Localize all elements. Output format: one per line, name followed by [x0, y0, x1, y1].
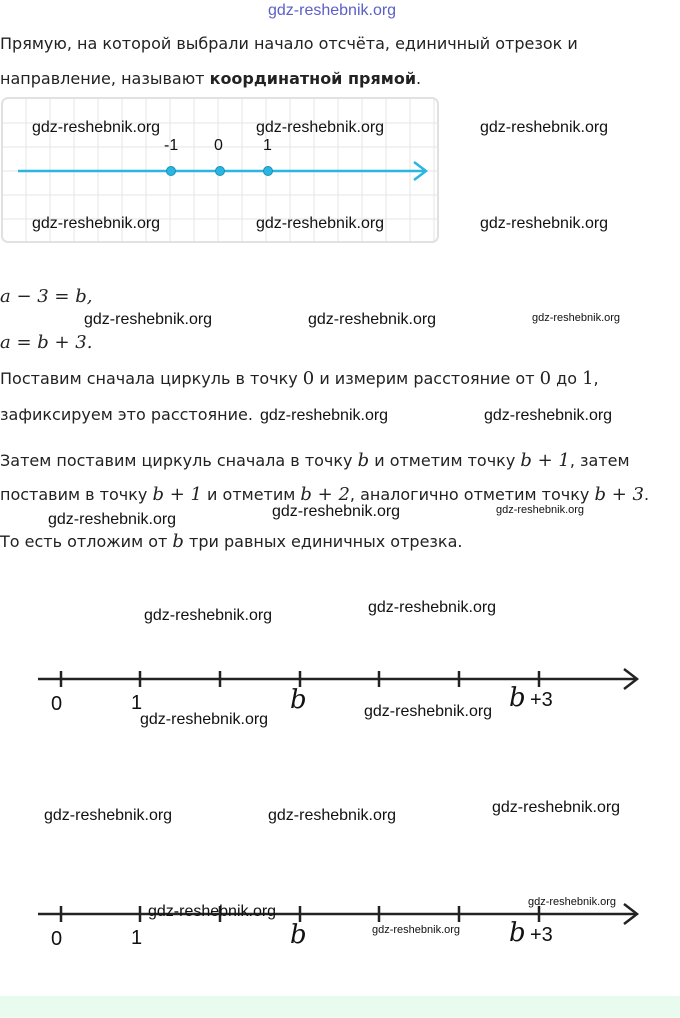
p2-b-plus-1-b: b + 1	[152, 484, 202, 505]
label-zero: 0	[51, 693, 63, 715]
point-one	[264, 167, 273, 176]
watermark: gdz-reshebnik.org	[148, 903, 277, 920]
p2-b-plus-3: b + 3	[594, 484, 644, 505]
term-coordinate-line: координатной прямой	[209, 69, 417, 88]
label-zero: 0	[214, 137, 223, 154]
paragraph-2-line-2	[0, 484, 649, 505]
p2-b-plus-1: b + 1	[520, 450, 570, 471]
watermark: gdz-reshebnik.org	[492, 799, 621, 816]
p3-b: b	[172, 531, 184, 552]
p2-b: b	[357, 450, 370, 471]
label-b3-suffix: +3	[530, 924, 553, 946]
label-one: 1	[131, 692, 143, 714]
label-zero: 0	[51, 928, 63, 950]
p2-text-f: , аналогично отметим точку	[349, 485, 595, 504]
p1-text-d: ,	[593, 369, 599, 388]
watermark: gdz-reshebnik.org	[256, 119, 385, 136]
watermark: gdz-reshebnik.org	[528, 896, 617, 908]
p1-text-c: до	[551, 369, 583, 388]
watermark: gdz-reshebnik.org	[368, 599, 497, 616]
p3-text-a: То есть отложим от	[0, 532, 173, 551]
p2-text-c: , затем	[569, 451, 630, 470]
p1-text-a: Поставим сначала циркуль в точку	[0, 369, 303, 388]
label-b3-var: b	[509, 683, 526, 713]
watermark: gdz-reshebnik.org	[256, 215, 385, 232]
label-one: 1	[131, 927, 143, 949]
p1-zero-b: 0	[539, 368, 552, 389]
paragraph-1-line-2: зафиксируем это расстояние.	[0, 405, 253, 424]
watermark: gdz-reshebnik.org	[44, 807, 173, 824]
point-zero	[216, 167, 225, 176]
p1-one: 1	[582, 368, 594, 389]
watermark: gdz-reshebnik.org	[496, 504, 585, 516]
watermark: gdz-reshebnik.org	[144, 607, 273, 624]
p2-text-g: .	[643, 485, 650, 504]
watermark: gdz-reshebnik.org	[272, 503, 401, 520]
label-b: b	[290, 685, 307, 715]
watermark: gdz-reshebnik.org	[84, 311, 213, 328]
paragraph-2-line-1	[0, 450, 630, 471]
intro-line-1: Прямую, на которой выбрали начало отсчёта, единичный отрезок и	[0, 34, 578, 53]
watermark: gdz-reshebnik.org	[48, 511, 177, 528]
point-minus-one	[167, 167, 176, 176]
label-one: 1	[263, 137, 272, 154]
watermark: gdz-reshebnik.org	[268, 807, 397, 824]
watermark: gdz-reshebnik.org	[532, 312, 621, 324]
p3-text-b: три равных единичных отрезка.	[183, 532, 463, 551]
watermark: gdz-reshebnik.org	[480, 215, 609, 232]
watermark: gdz-reshebnik.org	[32, 215, 161, 232]
watermark: gdz-reshebnik.org	[480, 119, 609, 136]
p2-text-a: Затем поставим циркуль сначала в точку	[0, 451, 358, 470]
p1-text-b: и измерим расстояние от	[314, 369, 540, 388]
p2-b-plus-2: b + 2	[300, 484, 350, 505]
equation-2: a = b + 3.	[0, 332, 93, 353]
label-b3-suffix: +3	[530, 689, 553, 711]
paragraph-3	[0, 531, 462, 552]
watermark: gdz-reshebnik.org	[140, 711, 269, 728]
watermark: gdz-reshebnik.org	[372, 924, 461, 936]
label-b: b	[290, 920, 307, 950]
p2-text-d: поставим в точку	[0, 485, 153, 504]
watermark: gdz-reshebnik.org	[484, 407, 613, 424]
label-b3-var: b	[509, 918, 526, 948]
intro-line-2-end: .	[416, 69, 422, 88]
paragraph-1-line-1	[0, 368, 599, 389]
p2-text-e: и отметим	[201, 485, 301, 504]
watermark: gdz-reshebnik.org	[260, 407, 389, 424]
intro-line-2-text: направление, называют	[0, 69, 210, 88]
footer-bar	[0, 996, 680, 1018]
label-minus-one: -1	[164, 137, 179, 154]
watermark-top: gdz-reshebnik.org	[268, 2, 397, 19]
watermark: gdz-reshebnik.org	[364, 703, 493, 720]
watermark: gdz-reshebnik.org	[308, 311, 437, 328]
watermark: gdz-reshebnik.org	[32, 119, 161, 136]
p2-text-b: и отметим точку	[369, 451, 521, 470]
intro-line-2	[0, 69, 421, 88]
p1-zero: 0	[302, 368, 315, 389]
number-line-2	[0, 660, 680, 720]
equation-1: a − 3 = b,	[0, 286, 93, 307]
